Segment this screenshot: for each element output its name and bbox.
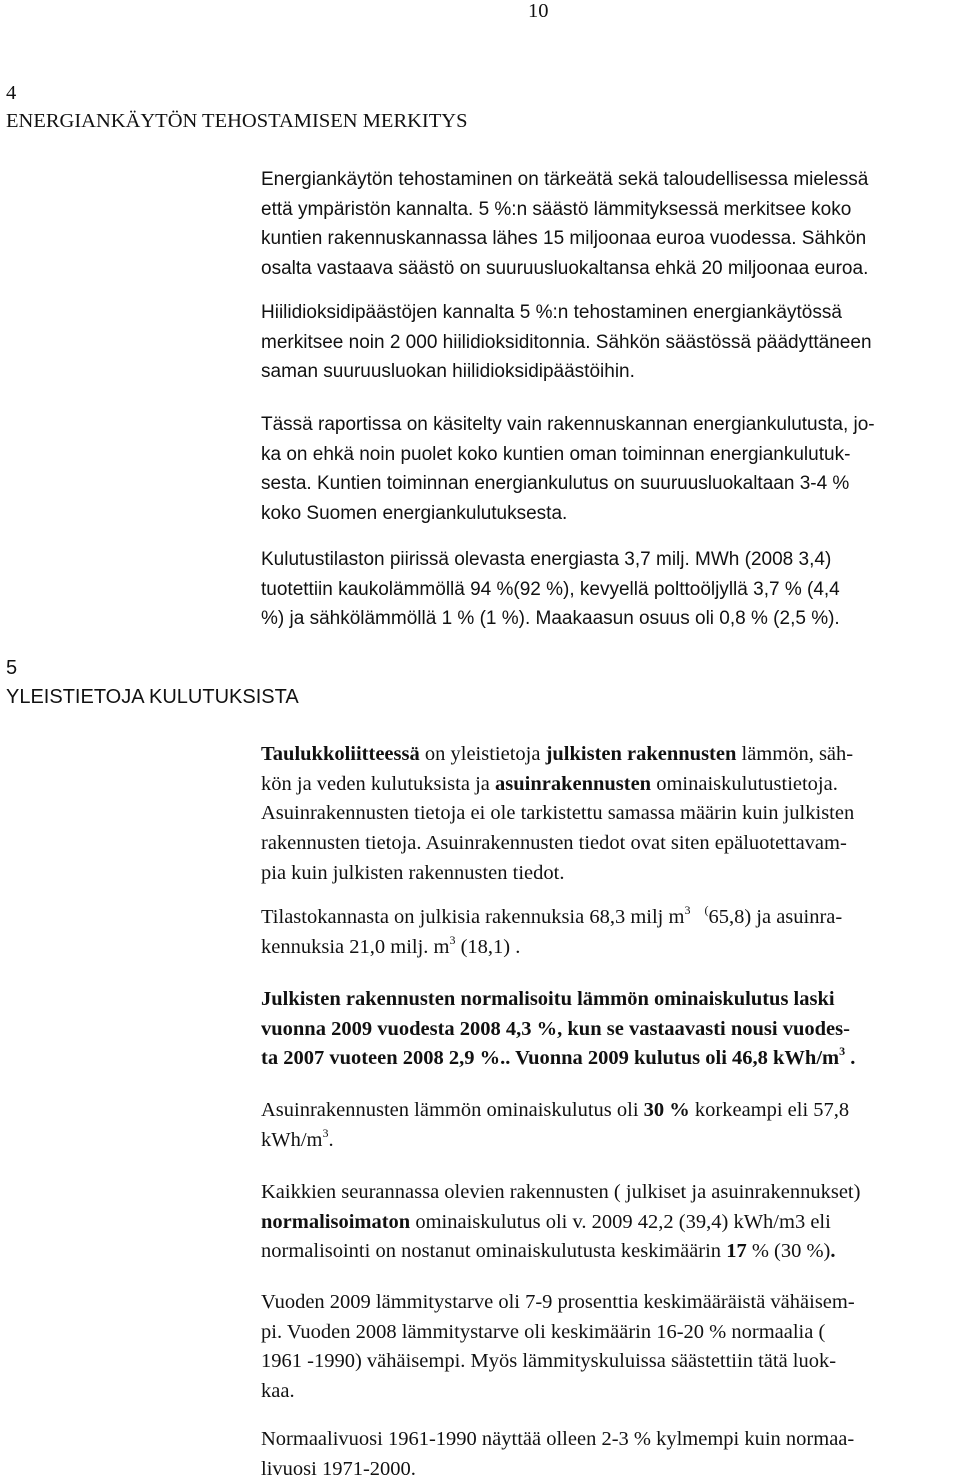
text-run: Tilastokannasta on julkisia rakennuksia 68,3 milj m bbox=[261, 906, 685, 928]
text-line: Tässä raportissa on käsitelty vain rakennuskannan energiankulutusta, jo- bbox=[261, 414, 875, 435]
text-run: Asuinrakennusten lämmön ominaiskulutus oli bbox=[261, 1099, 644, 1121]
text-run: kennuksia 21,0 milj. m bbox=[261, 935, 450, 958]
text-line: livuosi 1971-2000. bbox=[261, 1457, 416, 1480]
text-line bbox=[261, 740, 953, 770]
section-5-paragraph-6 bbox=[261, 1288, 953, 1407]
superscript: 3 bbox=[322, 1125, 329, 1140]
text-line: koko Suomen energiankulutuksesta. bbox=[261, 503, 568, 525]
section-4-number: 4 bbox=[6, 82, 17, 104]
text-line: Energiankäytön tehostaminen on tärkeätä sekä taloudellisessa mielessä bbox=[261, 169, 869, 190]
text-line: ka on ehkä noin puolet koko kuntien oman toiminnan energiankulutuk- bbox=[261, 443, 851, 465]
text-line: kaa. bbox=[261, 1380, 295, 1403]
text-run: ominaiskulutus oli v. 2009 42,2 (39,4) kWh/m3 eli bbox=[410, 1210, 831, 1233]
section-4-paragraph-4 bbox=[261, 545, 953, 634]
text-line: merkitsee noin 2 000 hiilidioksiditonnia. Sähkön säästössä päädyttäneen bbox=[261, 331, 872, 353]
text-run: korkeampi eli 57,8 bbox=[689, 1099, 850, 1121]
section-4-paragraph-1 bbox=[261, 165, 953, 284]
bold-term: . bbox=[830, 1240, 836, 1263]
text-line: 1961 -1990) vähäisempi. Myös lämmityskuluissa säästettiin tätä luok- bbox=[261, 1350, 837, 1373]
bold-term: 17 bbox=[726, 1240, 747, 1263]
section-5-number: 5 bbox=[6, 657, 18, 679]
text-run: ominaiskulutustietoja. bbox=[651, 772, 838, 795]
text-run: (18,1) . bbox=[455, 935, 521, 958]
bold-term: 30 % bbox=[643, 1099, 690, 1121]
text-line: kuntien rakennuskannassa lähes 15 miljoonaa euroa vuodessa. Sähkön bbox=[261, 228, 867, 250]
section-4-paragraph-3 bbox=[261, 410, 953, 529]
text-line: Kaikkien seurannassa olevien rakennusten ( julkiset ja asuinrakennukset) bbox=[261, 1181, 861, 1203]
text-line: tuotettiin kaukolämmöllä 94 %(92 %), kevyellä polttoöljyllä 3,7 % (4,4 bbox=[261, 578, 840, 600]
bold-term: asuinrakennusten bbox=[495, 772, 652, 795]
bold-term: Taulukkoliitteessä bbox=[261, 743, 420, 765]
section-5-paragraph-2 bbox=[261, 903, 953, 962]
text-run: 65,8) ja asuinra- bbox=[708, 906, 843, 928]
text-line: pia kuin julkisten rakennusten tiedot. bbox=[261, 861, 565, 884]
superscript: ( bbox=[704, 903, 709, 917]
superscript: 3 bbox=[684, 903, 691, 917]
text-line: Normaalivuosi 1961-1990 näyttää olleen 2-3 % kylmempi kuin normaa- bbox=[261, 1428, 855, 1450]
text-line: rakennusten tietoja. Asuinrakennusten tiedot ovat siten epäluotettavam- bbox=[261, 832, 847, 855]
text-line bbox=[261, 903, 953, 933]
text-line bbox=[261, 770, 953, 800]
superscript: 3 bbox=[839, 1044, 846, 1059]
section-5-paragraph-4 bbox=[261, 1096, 953, 1155]
superscript: 3 bbox=[449, 932, 456, 947]
section-5-paragraph-1 bbox=[261, 740, 953, 889]
text-line: vuonna 2009 vuodesta 2008 4,3 %, kun se vastaavasti nousi vuodes- bbox=[261, 1017, 850, 1040]
text-line bbox=[261, 1237, 953, 1267]
page-number: 10 bbox=[528, 0, 549, 22]
text-line bbox=[261, 933, 953, 963]
text-line bbox=[261, 1096, 953, 1126]
text-run: . bbox=[845, 1047, 856, 1070]
section-5-paragraph-3 bbox=[261, 985, 953, 1074]
text-run: kön ja veden kulutuksista ja bbox=[261, 772, 495, 795]
text-line: Hiilidioksidipäästöjen kannalta 5 %:n tehostaminen energiankäytössä bbox=[261, 302, 842, 323]
text-run: normalisointi on nostanut ominaiskulutusta keskimäärin bbox=[261, 1240, 727, 1263]
text-line: saman suuruusluokan hiilidioksidipäästöihin. bbox=[261, 361, 635, 383]
text-line: Vuoden 2009 lämmitystarve oli 7-9 prosenttia keskimääräistä vähäisem- bbox=[261, 1291, 855, 1313]
text-run: on yleistietoja bbox=[419, 743, 546, 765]
section-4-heading: ENERGIANKÄYTÖN TEHOSTAMISEN MERKITYS bbox=[6, 110, 468, 132]
text-line: pi. Vuoden 2008 lämmitystarve oli keskimäärin 16-20 % normaalia ( bbox=[261, 1320, 826, 1343]
text-run: ta 2007 vuoteen 2008 2,9 %.. Vuonna 2009 kulutus oli 46,8 kWh/m bbox=[261, 1047, 840, 1070]
text-line: Kulutustilaston piirissä olevasta energiasta 3,7 milj. MWh (2008 3,4) bbox=[261, 549, 832, 570]
text-run: kWh/m bbox=[261, 1128, 323, 1151]
bold-term: julkisten rakennusten bbox=[545, 743, 737, 765]
text-line: sesta. Kuntien toiminnan energiankulutus on suuruusluokaltaan 3-4 % bbox=[261, 473, 850, 495]
text-line: %) ja sähkölämmöllä 1 % (1 %). Maakaasun osuus oli 0,8 % (2,5 %). bbox=[261, 608, 840, 630]
text-run: % (30 %) bbox=[746, 1240, 831, 1263]
section-5-paragraph-5 bbox=[261, 1178, 953, 1267]
text-line: Asuinrakennusten tietoja ei ole tarkistettu samassa määrin kuin julkisten bbox=[261, 802, 855, 825]
text-run: lämmön, säh- bbox=[736, 743, 854, 765]
text-run: . bbox=[328, 1128, 334, 1151]
text-line bbox=[261, 1044, 953, 1074]
section-4-paragraph-2 bbox=[261, 298, 953, 387]
section-5-paragraph-7 bbox=[261, 1425, 953, 1484]
bold-term: normalisoimaton bbox=[261, 1210, 411, 1233]
text-line: Julkisten rakennusten normalisoitu lämmön ominaiskulutus laski bbox=[261, 988, 835, 1010]
text-line: osalta vastaava säästö on suuruusluokaltansa ehkä 20 miljoonaa euroa. bbox=[261, 258, 869, 280]
section-5-heading: YLEISTIETOJA KULUTUKSISTA bbox=[6, 686, 299, 708]
text-line: että ympäristön kannalta. 5 %:n säästö lämmityksessä merkitsee koko bbox=[261, 198, 852, 220]
text-line bbox=[261, 1208, 953, 1238]
text-line bbox=[261, 1126, 953, 1156]
